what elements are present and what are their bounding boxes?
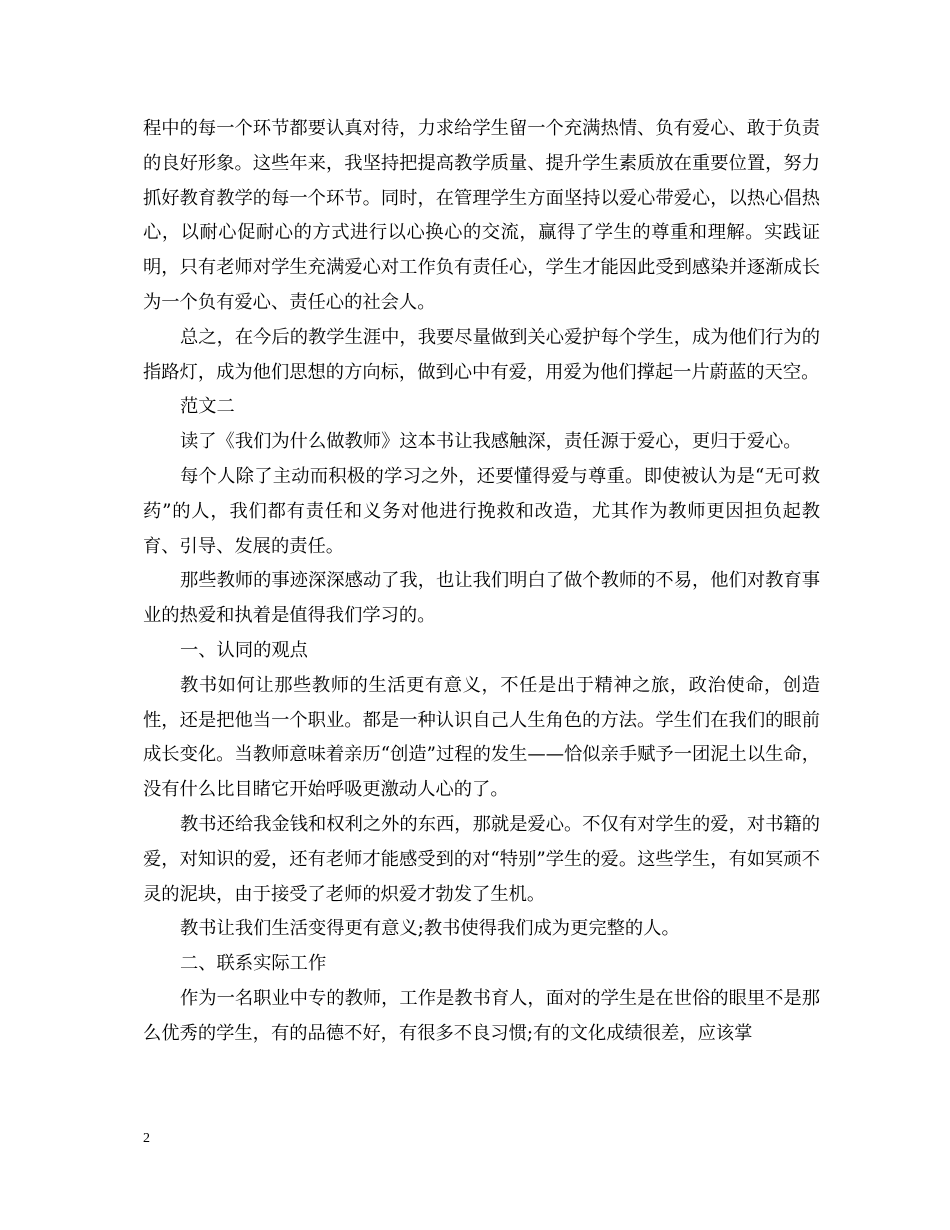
- paragraph: 总之，在今后的教学生涯中，我要尽量做到关心爱护每个学生，成为他们行为的指路灯，成为他们思想的方向标，做到心中有爱，用爱为他们撑起一片蔚蓝的天空。: [143, 326, 820, 383]
- paragraph: 教书如何让那些教师的生活更有意义，不任是出于精神之旅，政治使命，创造性，还是把他当一个职业。都是一种认识自己人生角色的方法。学生们在我们的眼前成长变化。当教师意味着亲历“创造”过程的发生——恰似亲手赋予一团泥土以生命，没有什么比目睹它开始呼吸更激动人心的了。: [143, 674, 820, 801]
- paragraph: 作为一名职业中专的教师，工作是教书育人，面对的学生是在世俗的眼里不是那么优秀的学生，有的品德不好，有很多不良习惯;有的文化成绩很差，应该掌: [143, 987, 820, 1044]
- paragraph: 读了《我们为什么做教师》这本书让我感触深，责任源于爱心，更归于爱心。: [180, 431, 802, 453]
- section-heading: 一、认同的观点: [180, 639, 308, 661]
- paragraph: 那些教师的事迹深深感动了我，也让我们明白了做个教师的不易，他们对教育事业的热爱和执着是值得我们学习的。: [143, 570, 820, 627]
- paragraph: 教书让我们生活变得更有意义;教书使得我们成为更完整的人。: [180, 918, 680, 940]
- section-heading: 二、联系实际工作: [180, 953, 327, 975]
- paragraph: 每个人除了主动而积极的学习之外，还要懂得爱与尊重。即使被认为是“无可救药”的人，我们都有责任和义务对他进行挽救和改造，尤其作为教师更因担负起教育、引导、发展的责任。: [143, 465, 820, 557]
- page-number: 2: [143, 1131, 150, 1146]
- document-body: [143, 112, 820, 1052]
- paragraph: 程中的每一个环节都要认真对待，力求给学生留一个充满热情、负有爱心、敢于负责的良好形象。这些年来，我坚持把提高教学质量、提升学生素质放在重要位置，努力抓好教育教学的每一个环节。同时，在管理学生方面坚持以爱心带爱心，以热心倡热心，以耐心促耐心的方式进行以心换心的交流，赢得了学生的尊重和理解。实践证明，只有老师对学生充满爱心对工作负有责任心，学生才能因此受到感染并逐渐成长为一个负有爱心、责任心的社会人。: [143, 118, 820, 313]
- section-heading: 范文二: [180, 396, 235, 418]
- paragraph: 教书还给我金钱和权利之外的东西，那就是爱心。不仅有对学生的爱，对书籍的爱，对知识的爱，还有老师才能感受到的对“特别”学生的爱。这些学生，有如冥顽不灵的泥块，由于接受了老师的炽爱才勃发了生机。: [143, 813, 820, 905]
